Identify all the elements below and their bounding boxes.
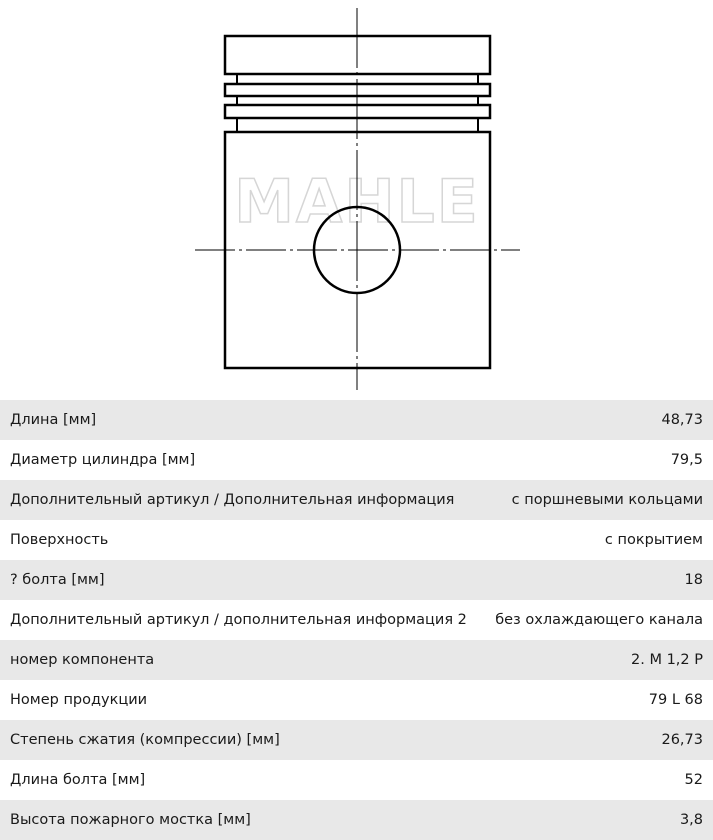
spec-value: с покрытием xyxy=(604,532,703,548)
spec-value: 3,8 xyxy=(679,812,703,828)
spec-label: Длина болта [мм] xyxy=(10,772,146,788)
spec-label: Поверхность xyxy=(10,532,109,548)
spec-label: Номер продукции xyxy=(10,692,148,708)
piston-icon xyxy=(0,0,713,400)
spec-label: номер компонента xyxy=(10,652,155,668)
spec-value: 79,5 xyxy=(670,452,703,468)
spec-label: Дополнительный артикул / дополнительная информация 2 xyxy=(10,612,467,628)
piston-drawing xyxy=(0,0,713,400)
spec-value: 2. M 1,2 P xyxy=(631,652,703,668)
table-row xyxy=(0,800,713,840)
spec-table xyxy=(0,400,713,840)
spec-label: Высота пожарного мостка [мм] xyxy=(10,812,251,828)
table-row xyxy=(0,480,713,520)
table-row xyxy=(0,560,713,600)
table-row xyxy=(0,640,713,680)
table-row xyxy=(0,440,713,480)
spec-label: Степень сжатия (компрессии) [мм] xyxy=(10,732,280,748)
watermark-logo: MAHLE xyxy=(234,167,480,237)
spec-label: Длина [мм] xyxy=(10,412,97,428)
spec-value: 18 xyxy=(684,572,703,588)
table-row xyxy=(0,720,713,760)
spec-value: 26,73 xyxy=(661,732,703,748)
table-row xyxy=(0,400,713,440)
spec-value: с поршневыми кольцами xyxy=(511,492,703,508)
spec-value: без охлаждающего канала xyxy=(495,612,703,628)
table-row xyxy=(0,600,713,640)
spec-label: ? болта [мм] xyxy=(10,572,105,588)
table-row xyxy=(0,520,713,560)
spec-value: 48,73 xyxy=(661,412,703,428)
spec-label: Диаметр цилиндра [мм] xyxy=(10,452,196,468)
spec-value: 52 xyxy=(684,772,703,788)
table-row xyxy=(0,760,713,800)
table-row xyxy=(0,680,713,720)
spec-label: Дополнительный артикул / Дополнительная информация xyxy=(10,492,455,508)
spec-value: 79 L 68 xyxy=(648,692,703,708)
